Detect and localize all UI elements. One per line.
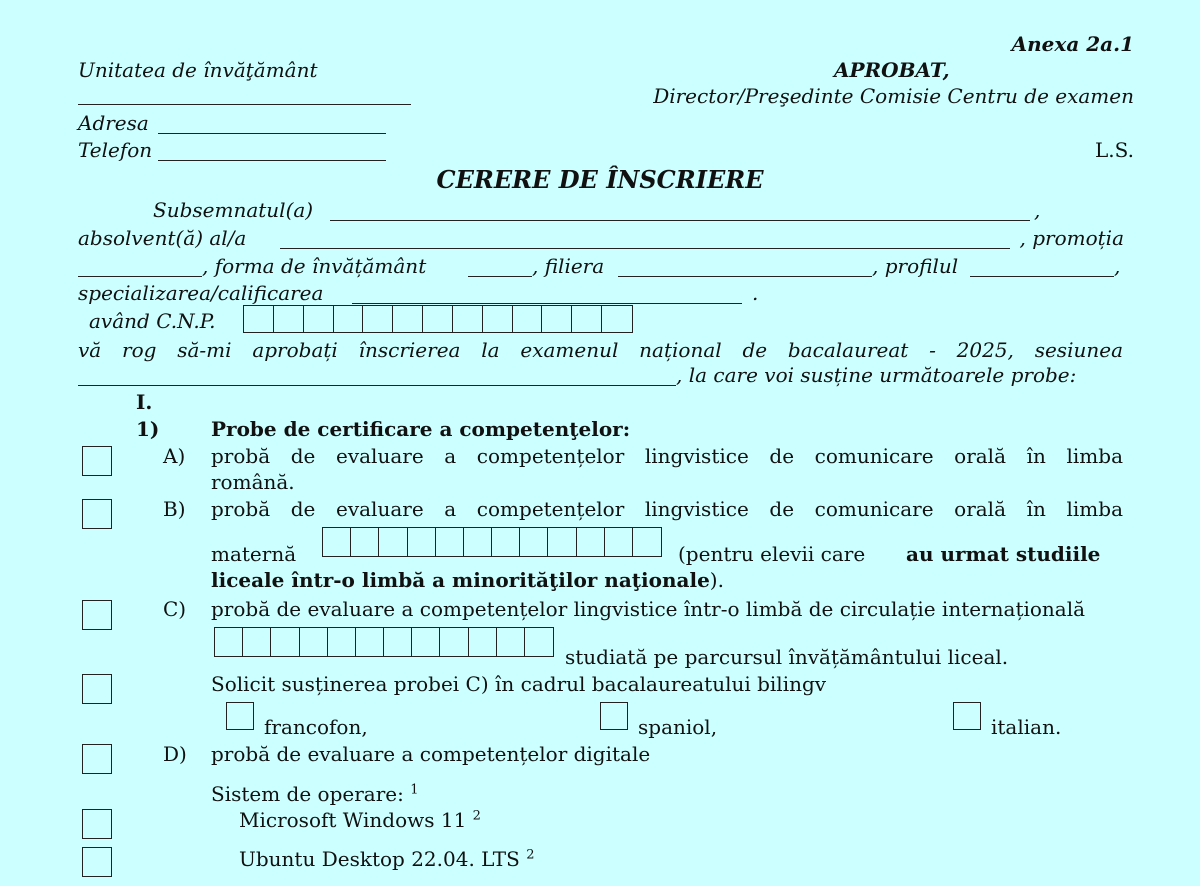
foreign-language-cell[interactable]: [300, 628, 328, 656]
graduate-label: absolvent(ă) al/a: [78, 226, 247, 250]
cnp-cell[interactable]: [483, 306, 513, 332]
school-field-line[interactable]: [78, 104, 411, 105]
profile-label: , profilul: [872, 254, 959, 278]
item-c-line-1: probă de evaluare a competențelor lingvistice într-o limbă de circulație internațională: [211, 597, 1086, 621]
section-heading: Probe de certificare a competenţelor:: [211, 417, 631, 441]
graduate-field-line[interactable]: [280, 248, 1010, 249]
windows-footnote: 2: [472, 808, 481, 824]
checkbox-ubuntu[interactable]: [82, 847, 112, 877]
form-field-line[interactable]: [468, 276, 532, 277]
checkbox-d[interactable]: [82, 744, 112, 774]
checkbox-a[interactable]: [82, 446, 112, 476]
track-field-line[interactable]: [618, 276, 872, 277]
item-b-end: ).: [709, 568, 724, 592]
item-a-letter: A): [163, 444, 186, 468]
os-label-text: Sistem de operare:: [211, 782, 404, 806]
cnp-grid[interactable]: [243, 305, 633, 333]
cnp-cell[interactable]: [363, 306, 393, 332]
cnp-cell[interactable]: [274, 306, 304, 332]
address-label: Adresa: [78, 111, 149, 135]
request-line-1: vă rog să-mi aprobați înscrierea la examenul național de bacalaureat - 2025, sesiunea: [78, 338, 1123, 362]
cnp-cell[interactable]: [572, 306, 602, 332]
section-number: 1): [136, 417, 160, 441]
checkbox-b[interactable]: [82, 499, 112, 529]
annex-label: Anexa 2a.1: [1011, 32, 1134, 56]
mother-tongue-cell[interactable]: [577, 528, 605, 556]
item-a-line-2: română.: [211, 470, 295, 494]
item-b-materna: maternă: [211, 542, 297, 566]
address-field-line[interactable]: [158, 133, 386, 134]
mother-tongue-cell[interactable]: [464, 528, 492, 556]
mother-tongue-cell[interactable]: [633, 528, 661, 556]
ubuntu-label: Ubuntu Desktop 22.04. LTS: [239, 847, 520, 871]
mother-tongue-cell[interactable]: [492, 528, 520, 556]
section-roman: I.: [136, 390, 153, 414]
cnp-cell[interactable]: [334, 306, 364, 332]
mother-tongue-cell[interactable]: [379, 528, 407, 556]
foreign-language-cell[interactable]: [356, 628, 384, 656]
checkbox-francofon[interactable]: [226, 702, 254, 730]
checkbox-windows[interactable]: [82, 809, 112, 839]
item-b-paren: [678, 542, 865, 566]
foreign-language-cell[interactable]: [497, 628, 525, 656]
promotion-label: , promoția: [1019, 226, 1124, 250]
cnp-cell[interactable]: [304, 306, 334, 332]
cnp-cell[interactable]: [423, 306, 453, 332]
foreign-language-cell[interactable]: [215, 628, 243, 656]
name-field-line[interactable]: [330, 220, 1030, 221]
os-footnote: 1: [410, 782, 419, 798]
mother-tongue-cell[interactable]: [605, 528, 633, 556]
item-b-paren-text: (pentru elevii care: [678, 542, 866, 566]
ls-label: L.S.: [1095, 138, 1134, 162]
checkbox-bilingual[interactable]: [82, 674, 112, 704]
comma: ,: [1034, 198, 1041, 222]
ubuntu-option: [239, 847, 535, 871]
item-c-line-2: studiată pe parcursul învățământului liceal.: [565, 645, 1009, 669]
foreign-language-cell[interactable]: [440, 628, 468, 656]
windows-option: [239, 808, 481, 832]
promotion-field-line[interactable]: [78, 276, 202, 277]
cnp-label: având C.N.P.: [89, 309, 216, 333]
spaniol-label: spaniol,: [638, 715, 718, 739]
director-label: Director/Preşedinte Comisie Centru de examen: [653, 84, 1134, 108]
item-b-bold-2: liceale într-o limbă a minorităţilor naţionale: [211, 568, 710, 592]
profile-field-line[interactable]: [970, 276, 1114, 277]
phone-field-line[interactable]: [158, 160, 386, 161]
school-label: Unitatea de învăţământ: [78, 58, 318, 82]
cnp-cell[interactable]: [393, 306, 423, 332]
foreign-language-cell[interactable]: [469, 628, 497, 656]
checkbox-c[interactable]: [82, 600, 112, 630]
mother-tongue-cell[interactable]: [351, 528, 379, 556]
item-b-line-3: [211, 568, 724, 592]
cnp-cell[interactable]: [244, 306, 274, 332]
foreign-language-grid[interactable]: [214, 627, 554, 657]
mother-tongue-cell[interactable]: [323, 528, 351, 556]
mother-tongue-cell[interactable]: [436, 528, 464, 556]
cnp-cell[interactable]: [602, 306, 632, 332]
mother-tongue-cell[interactable]: [520, 528, 548, 556]
foreign-language-cell[interactable]: [271, 628, 299, 656]
mother-tongue-cell[interactable]: [548, 528, 576, 556]
form-label: , forma de învățământ: [202, 254, 427, 278]
item-d-line-1: probă de evaluare a competențelor digitale: [211, 742, 651, 766]
cnp-cell[interactable]: [453, 306, 483, 332]
os-label: [211, 782, 419, 806]
windows-label: Microsoft Windows 11: [239, 808, 467, 832]
francofon-label: francofon,: [264, 715, 368, 739]
foreign-language-cell[interactable]: [243, 628, 271, 656]
mother-tongue-grid[interactable]: [322, 527, 662, 557]
checkbox-spaniol[interactable]: [600, 702, 628, 730]
page-title: CERERE DE ÎNSCRIERE: [436, 165, 764, 194]
item-d-letter: D): [163, 742, 187, 766]
foreign-language-cell[interactable]: [525, 628, 553, 656]
phone-label: Telefon: [78, 138, 153, 162]
item-a-line-1: probă de evaluare a competențelor lingvistice de comunicare orală în limba: [211, 444, 1123, 468]
item-b-letter: B): [163, 497, 186, 521]
item-c-letter: C): [163, 597, 187, 621]
comma-2: ,: [1114, 254, 1121, 278]
bilingual-label: Solicit susținerea probei C) în cadrul bacalaureatului bilingv: [211, 672, 827, 696]
specialization-label: specializarea/calificarea: [78, 281, 324, 305]
foreign-language-cell[interactable]: [328, 628, 356, 656]
dot: .: [752, 281, 759, 305]
italian-label: italian.: [991, 715, 1062, 739]
cnp-cell[interactable]: [542, 306, 572, 332]
ubuntu-footnote: 2: [526, 847, 535, 863]
item-b-line-1: probă de evaluare a competențelor lingvistice de comunicare orală în limba: [211, 497, 1123, 521]
cnp-cell[interactable]: [513, 306, 543, 332]
undersigned-label: Subsemnatul(a): [153, 198, 314, 222]
request-line-2: , la care voi susține următoarele probe:: [676, 363, 1077, 387]
checkbox-italian[interactable]: [953, 702, 981, 730]
session-field-line[interactable]: [78, 385, 676, 386]
foreign-language-cell[interactable]: [384, 628, 412, 656]
mother-tongue-cell[interactable]: [408, 528, 436, 556]
track-label: , filiera: [532, 254, 605, 278]
foreign-language-cell[interactable]: [412, 628, 440, 656]
approved-label: APROBAT,: [834, 58, 950, 82]
item-b-bold-1: au urmat studiile: [906, 542, 1101, 566]
specialization-field-line[interactable]: [352, 303, 742, 304]
